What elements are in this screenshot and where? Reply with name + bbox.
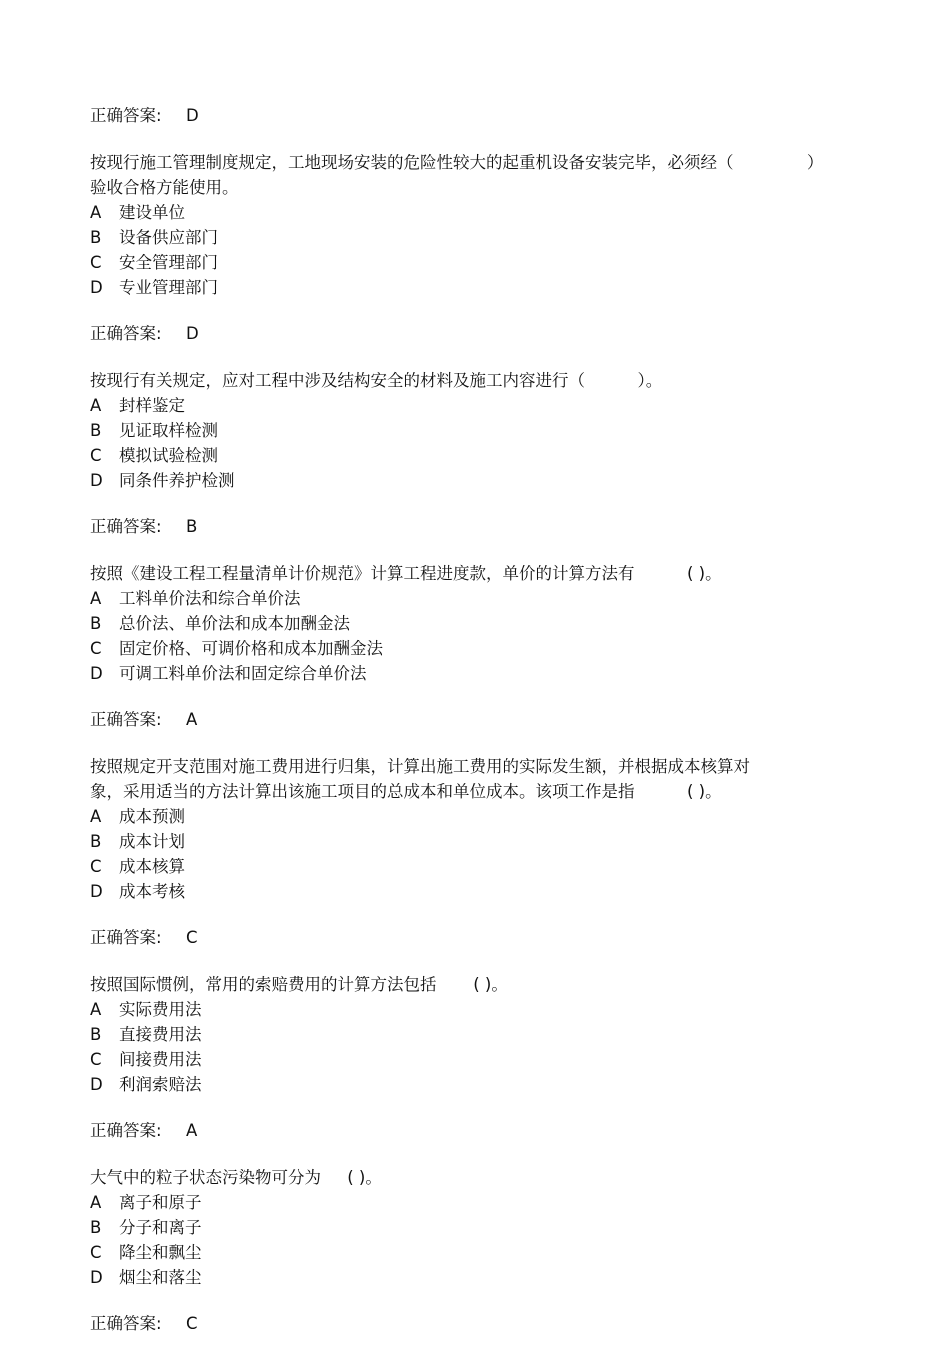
option-text: 同条件养护检测 [119, 471, 235, 490]
answer-value: D [186, 324, 199, 343]
option-b [90, 421, 218, 441]
option-letter: C [90, 253, 102, 272]
answer-label: 正确答案: [90, 710, 162, 729]
answer-line [90, 1121, 197, 1141]
option-letter: D [90, 1075, 103, 1094]
option-a [90, 807, 185, 827]
answer-line [90, 1314, 198, 1334]
question-text: 大气中的粒子状态污染物可分为 ( )。 [90, 1168, 382, 1187]
option-b [90, 832, 185, 852]
option-letter: A [90, 1000, 102, 1019]
option-d [90, 882, 185, 902]
option-b [90, 1025, 202, 1045]
option-d [90, 1075, 202, 1095]
option-c [90, 1050, 202, 1070]
answer-label: 正确答案: [90, 324, 162, 343]
option-text: 利润索赔法 [119, 1075, 202, 1094]
option-letter: D [90, 471, 103, 490]
answer-value: C [186, 1314, 198, 1333]
option-letter: A [90, 203, 102, 222]
option-a [90, 396, 185, 416]
option-c [90, 253, 218, 273]
option-text: 烟尘和落尘 [119, 1268, 202, 1287]
option-text: 封样鉴定 [119, 396, 185, 415]
option-text: 成本核算 [119, 857, 185, 876]
option-text: 设备供应部门 [119, 228, 218, 247]
option-b [90, 614, 350, 634]
option-text: 工料单价法和综合单价法 [119, 589, 301, 608]
option-text: 见证取样检测 [119, 421, 218, 440]
option-text: 成本考核 [119, 882, 185, 901]
option-text: 间接费用法 [119, 1050, 202, 1069]
answer-label: 正确答案: [90, 1314, 162, 1333]
option-text: 安全管理部门 [119, 253, 218, 272]
option-letter: C [90, 1243, 102, 1262]
option-c [90, 1243, 202, 1263]
question-text: 按照规定开支范围对施工费用进行归集，计算出施工费用的实际发生额，并根据成本核算对 [90, 757, 750, 776]
option-d [90, 278, 218, 298]
option-c [90, 857, 185, 877]
option-letter: B [90, 1218, 102, 1237]
option-text: 分子和离子 [119, 1218, 202, 1237]
answer-line [90, 517, 197, 537]
answer-value: B [186, 517, 198, 536]
answer-label: 正确答案: [90, 1121, 162, 1140]
answer-value: D [186, 106, 199, 125]
question-text: 按现行施工管理制度规定，工地现场安装的危险性较大的起重机设备安装完毕，必须经（ ） [90, 153, 824, 172]
answer-label: 正确答案: [90, 928, 162, 947]
option-c [90, 639, 383, 659]
option-text: 建设单位 [119, 203, 185, 222]
option-letter: D [90, 278, 103, 297]
answer-line [90, 106, 199, 126]
question-text: 按照《建设工程工程量清单计价规范》计算工程进度款，单价的计算方法有 ( )。 [90, 564, 722, 583]
option-letter: B [90, 614, 102, 633]
option-text: 成本计划 [119, 832, 185, 851]
answer-line [90, 324, 199, 344]
option-letter: A [90, 807, 102, 826]
answer-value: A [186, 1121, 198, 1140]
option-d [90, 471, 235, 491]
option-a [90, 1193, 202, 1213]
option-text: 实际费用法 [119, 1000, 202, 1019]
option-letter: D [90, 882, 103, 901]
option-letter: B [90, 832, 102, 851]
option-text: 降尘和飘尘 [119, 1243, 202, 1262]
answer-label: 正确答案: [90, 517, 162, 536]
option-letter: C [90, 1050, 102, 1069]
option-a [90, 1000, 202, 1020]
question-text: 按现行有关规定，应对工程中涉及结构安全的材料及施工内容进行（ ）。 [90, 371, 663, 390]
option-d [90, 1268, 202, 1288]
option-text: 可调工料单价法和固定综合单价法 [119, 664, 367, 683]
option-letter: C [90, 446, 102, 465]
option-letter: C [90, 639, 102, 658]
option-text: 专业管理部门 [119, 278, 218, 297]
option-b [90, 1218, 202, 1238]
option-text: 离子和原子 [119, 1193, 202, 1212]
option-c [90, 446, 218, 466]
option-a [90, 203, 185, 223]
answer-value: C [186, 928, 198, 947]
option-letter: A [90, 396, 102, 415]
option-text: 成本预测 [119, 807, 185, 826]
option-d [90, 664, 367, 684]
option-text: 固定价格、可调价格和成本加酬金法 [119, 639, 383, 658]
question-text: 按照国际惯例，常用的索赔费用的计算方法包括 ( )。 [90, 975, 508, 994]
option-a [90, 589, 301, 609]
answer-line [90, 928, 198, 948]
option-text: 直接费用法 [119, 1025, 202, 1044]
answer-line [90, 710, 197, 730]
option-text: 总价法、单价法和成本加酬金法 [119, 614, 350, 633]
option-text: 模拟试验检测 [119, 446, 218, 465]
question-text: 象，采用适当的方法计算出该施工项目的总成本和单位成本。该项工作是指 ( )。 [90, 782, 722, 801]
option-letter: D [90, 1268, 103, 1287]
option-letter: B [90, 421, 102, 440]
option-letter: C [90, 857, 102, 876]
option-b [90, 228, 218, 248]
option-letter: A [90, 589, 102, 608]
question-text: 验收合格方能使用。 [90, 178, 239, 197]
option-letter: B [90, 1025, 102, 1044]
option-letter: B [90, 228, 102, 247]
answer-label: 正确答案: [90, 106, 162, 125]
answer-value: A [186, 710, 198, 729]
option-letter: A [90, 1193, 102, 1212]
option-letter: D [90, 664, 103, 683]
